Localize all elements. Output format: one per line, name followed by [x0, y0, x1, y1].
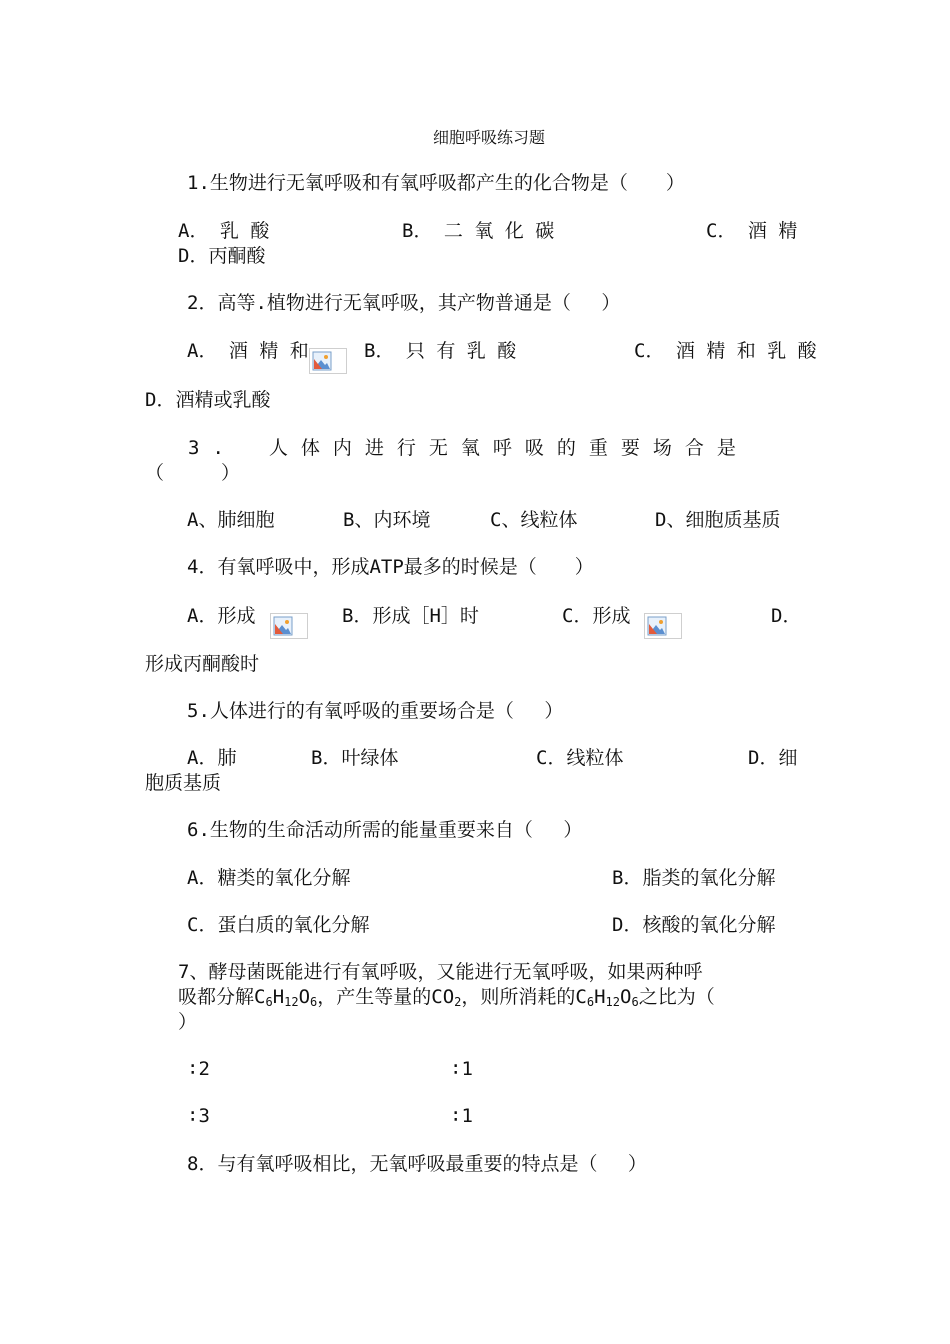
question-1-option-c: C． 酒 精 — [706, 220, 798, 242]
broken-image-icon — [644, 613, 682, 639]
question-7-stem-line1: 7、酵母菌既能进行有氧呼吸，又能进行无氧呼吸，如果两种呼 — [178, 961, 703, 983]
question-5-stem: 5.人体进行的有氧呼吸的重要场合是（ ） — [187, 700, 564, 722]
question-2-option-a: A． 酒 精 和 — [187, 340, 309, 362]
question-8-stem: 8．与有氧呼吸相比，无氧呼吸最重要的特点是（ ） — [187, 1153, 647, 1175]
question-6-option-a: A．糖类的氧化分解 — [187, 867, 351, 889]
question-4-option-d: D． — [771, 605, 802, 627]
question-7-option-d: ∶1 — [450, 1105, 473, 1127]
question-3-option-c: C、线粒体 — [490, 509, 578, 531]
page-title: 细胞呼吸练习题 — [433, 128, 546, 147]
broken-image-icon — [270, 613, 308, 639]
question-6-stem: 6.生物的生命活动所需的能量重要来自（ ） — [187, 819, 583, 841]
question-7-stem-line2: 吸都分解$C_6H_{12}O_6$，产生等量的$CO_2$，则所消耗的$C_6H_{12}O_6$之比为（ — [178, 986, 715, 1009]
question-5-option-d: D．细 — [748, 747, 798, 769]
question-2-option-c: C． 酒 精 和 乳 酸 — [634, 340, 817, 362]
question-5-option-b: B．叶绿体 — [311, 747, 399, 769]
question-3-option-b: B、内环境 — [343, 509, 431, 531]
question-3-option-d: D、细胞质基质 — [655, 509, 781, 531]
question-4-option-a: A．形成 — [187, 605, 256, 627]
question-1-stem: 1.生物进行无氧呼吸和有氧呼吸都产生的化合物是（ ） — [187, 172, 685, 194]
question-3-stem: 3. 人体内进行无氧呼吸的重要场合是 — [188, 437, 749, 459]
question-1-option-b: B． 二 氧 化 碳 — [402, 220, 555, 242]
question-6-option-c: C．蛋白质的氧化分解 — [187, 914, 370, 936]
question-2-option-b: B． 只 有 乳 酸 — [364, 340, 517, 362]
question-6-option-d: D．核酸的氧化分解 — [612, 914, 776, 936]
question-1-option-d: D．丙酮酸 — [178, 245, 266, 267]
question-4-option-d-cont: 形成丙酮酸时 — [145, 653, 260, 675]
question-7-option-c: ∶3 — [187, 1105, 210, 1127]
question-4-option-c: C．形成 — [562, 605, 631, 627]
question-3-paren: （ ） — [145, 462, 241, 484]
broken-image-icon — [309, 348, 347, 374]
question-4-stem: 4．有氧呼吸中，形成ATP最多的时候是（ ） — [187, 556, 594, 578]
question-3-option-a: A、肺细胞 — [187, 509, 275, 531]
question-2-stem: 2．高等.植物进行无氧呼吸，其产物普通是（ ） — [187, 292, 621, 314]
question-1-option-a: A． 乳 酸 — [178, 220, 270, 242]
question-5-option-a: A．肺 — [187, 747, 237, 769]
question-5-option-c: C．线粒体 — [536, 747, 624, 769]
question-2-option-d: D．酒精或乳酸 — [145, 389, 271, 411]
question-7-option-a: ∶2 — [187, 1058, 210, 1080]
question-7-option-b: ∶1 — [450, 1058, 473, 1080]
question-7-stem-line3: ） — [178, 1011, 198, 1033]
question-4-option-b: B．形成［H］时 — [342, 605, 479, 627]
question-5-option-d-cont: 胞质基质 — [145, 772, 222, 794]
question-6-option-b: B．脂类的氧化分解 — [612, 867, 776, 889]
